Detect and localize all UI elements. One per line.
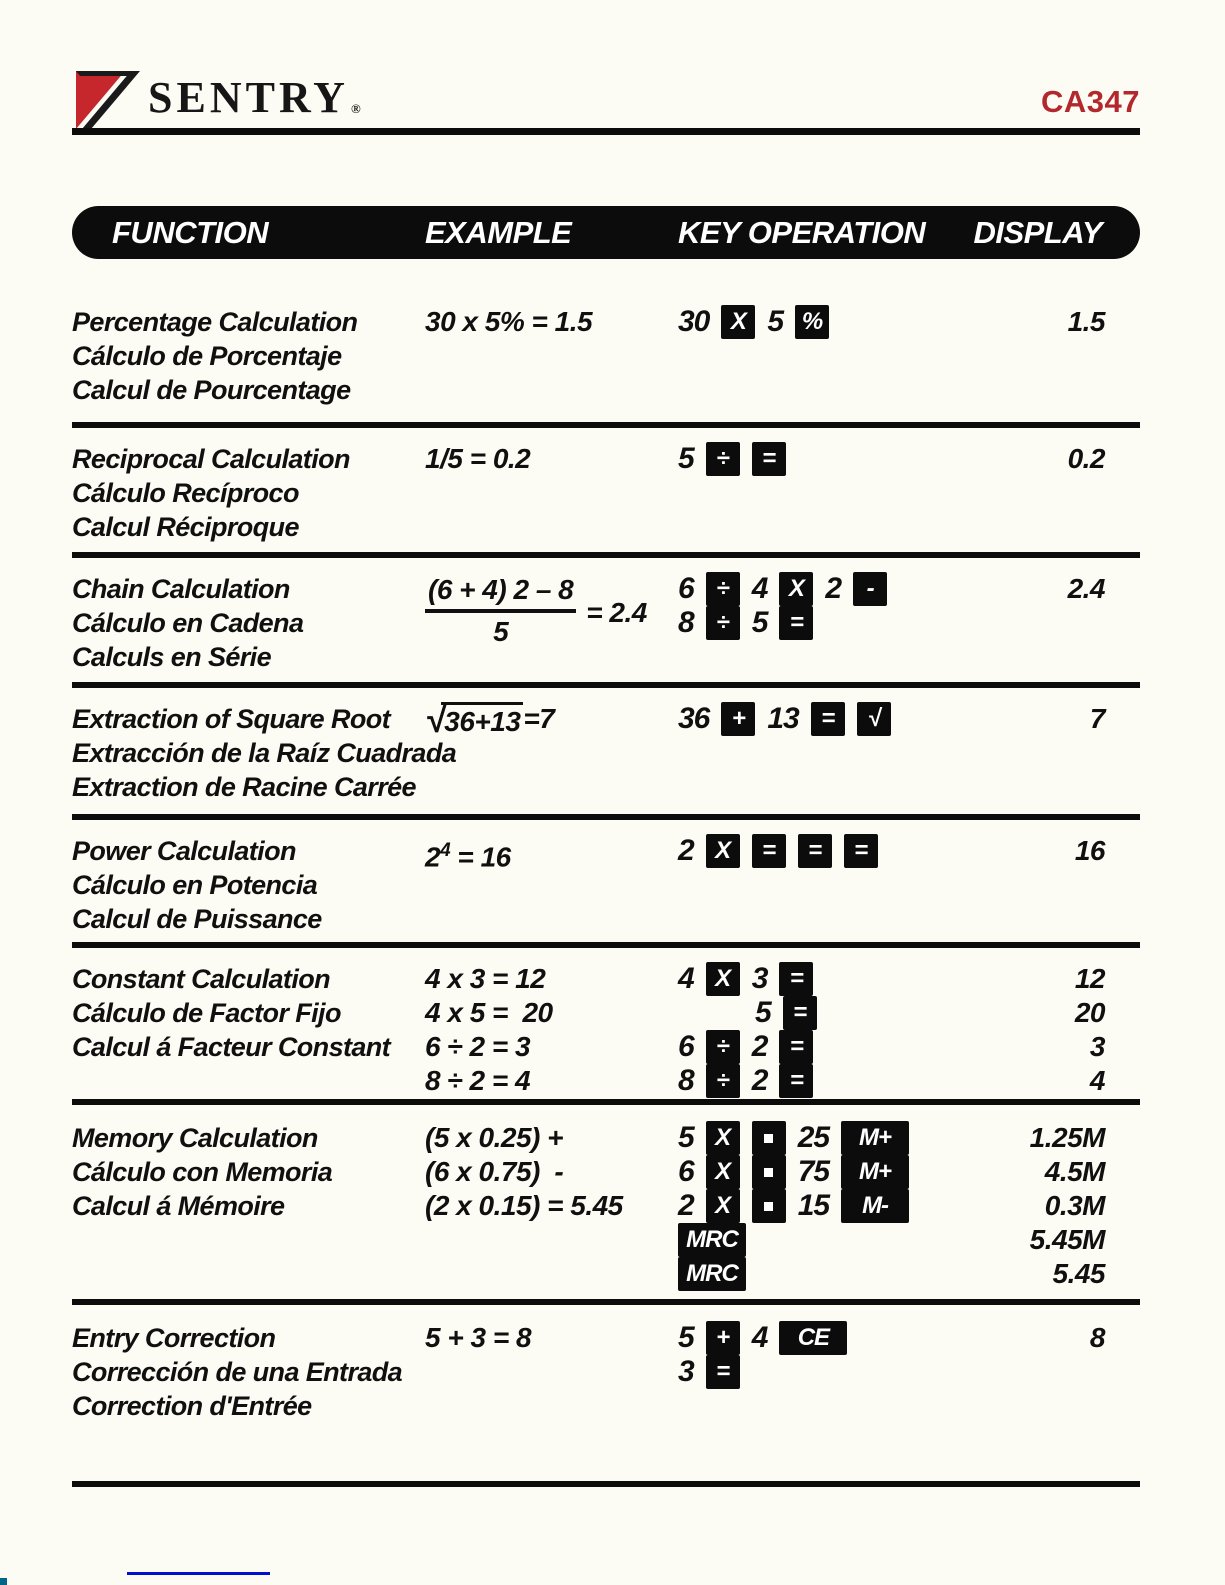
function-line: Calcul á Facteur Constant (72, 1032, 391, 1062)
sqrt-result: =7 (523, 703, 555, 734)
calculator-key: = (752, 442, 786, 476)
example-cell (425, 1121, 678, 1223)
column-header-key-operation: KEY OPERATION (678, 214, 926, 250)
calculator-key: X (706, 1121, 740, 1155)
calculator-key: ÷ (706, 606, 740, 640)
calculator-key: % (795, 305, 829, 339)
calculator-key: MRC (678, 1223, 746, 1257)
calculator-key: = (779, 1030, 813, 1064)
function-line: Percentage Calculation (72, 307, 358, 337)
keyop-number: 5 (678, 1121, 694, 1154)
function-line: Reciprocal Calculation (72, 444, 350, 474)
function-cell (72, 305, 425, 407)
calculator-key: X (706, 1189, 740, 1223)
function-line: Cálculo de Factor Fijo (72, 998, 341, 1028)
calculator-key: X (706, 1155, 740, 1189)
display-value: 5.45 (1052, 1258, 1105, 1289)
example-line: 30 x 5% = 1.5 (425, 306, 593, 337)
example-line: (6 x 0.75) - (425, 1156, 564, 1187)
display-value: 4.5M (1044, 1156, 1105, 1187)
keyop-cell (678, 305, 968, 339)
example-cell (425, 962, 678, 1098)
decimal-key (752, 1121, 786, 1155)
keyop-line (678, 1121, 968, 1155)
display-value: 20 (1074, 997, 1105, 1028)
display-value: 1.25M (1029, 1122, 1105, 1153)
keyop-number: 3 (678, 1355, 694, 1388)
keyop-number: 2 (678, 834, 694, 867)
registered-mark: ® (350, 101, 361, 116)
example-line: 1/5 = 0.2 (425, 443, 531, 474)
function-line: Power Calculation (72, 836, 296, 866)
function-line: Cálculo de Porcentaje (72, 341, 342, 371)
display-value: 8 (1089, 1322, 1105, 1353)
table-row (72, 428, 1140, 558)
keyop-number: 36 (678, 702, 710, 735)
keyop-number: 2 (751, 1030, 768, 1063)
display-cell (968, 1121, 1140, 1291)
keyop-cell (678, 572, 968, 640)
display-value: 1.5 (1067, 306, 1105, 337)
function-line: Entry Correction (72, 1323, 276, 1353)
example-cell (425, 305, 678, 339)
keyop-number: 2 (825, 572, 842, 605)
fraction-result: = 2.4 (586, 596, 647, 628)
keyop-number: 6 (678, 1030, 694, 1063)
calculator-key: MRC (678, 1257, 746, 1291)
calculator-key: X (706, 962, 740, 996)
keyop-number: 8 (678, 1064, 694, 1097)
function-line: Calculs en Série (72, 642, 272, 672)
header-rule (72, 128, 1140, 135)
calculator-key: ÷ (706, 572, 740, 606)
table-row (72, 259, 1140, 428)
example-cell (425, 442, 678, 476)
keyop-number: 13 (767, 702, 799, 735)
calculator-key: ÷ (706, 442, 740, 476)
example-cell (425, 834, 678, 874)
calculator-key: = (798, 834, 832, 868)
radicand: 36+13 (441, 702, 523, 737)
function-line: Cálculo en Cadena (72, 608, 304, 638)
keyop-number: 6 (678, 572, 694, 605)
fraction-numerator: (6 + 4) 2 – 8 (425, 574, 576, 613)
example-fraction (425, 574, 678, 651)
calculator-key: ÷ (706, 1064, 740, 1098)
table-row (72, 1105, 1140, 1305)
decimal-key (752, 1155, 786, 1189)
function-cell (72, 1321, 425, 1423)
keyop-cell (678, 1121, 968, 1291)
keyop-line (678, 1223, 968, 1257)
column-header-display: DISPLAY (973, 214, 1102, 250)
example-line: 4 x 5 = 20 (425, 997, 553, 1028)
display-cell (968, 702, 1140, 736)
keyop-line (678, 1155, 968, 1189)
function-cell (72, 442, 425, 544)
corner-artifact (0, 1578, 7, 1585)
fraction-denominator: 5 (493, 616, 509, 647)
display-value: 16 (1074, 835, 1105, 866)
function-line: Extraction de Racine Carrée (72, 772, 416, 802)
function-line: Calcul Réciproque (72, 512, 299, 542)
example-power: $2^4 = 16$ (425, 840, 511, 873)
function-cell (72, 834, 425, 936)
function-line: Calcul de Puissance (72, 904, 322, 934)
example-cell (425, 699, 678, 740)
function-line: Cálculo en Potencia (72, 870, 318, 900)
function-line: Chain Calculation (72, 574, 290, 604)
keyop-line (678, 1030, 968, 1064)
table-header-bar (72, 206, 1140, 259)
function-line: Extracción de la Raíz Cuadrada (72, 738, 457, 768)
column-header-function: FUNCTION (112, 214, 269, 250)
keyop-line (678, 1064, 968, 1098)
keyop-line (678, 442, 968, 476)
table-body (72, 259, 1140, 1487)
display-value: 2.4 (1067, 573, 1105, 604)
keyop-cell (678, 834, 968, 868)
keyop-number: 4 (678, 962, 694, 995)
calculator-key: + (706, 1321, 740, 1355)
keyop-number: 25 (797, 1121, 830, 1154)
keyop-line (678, 606, 968, 640)
display-cell (968, 834, 1140, 868)
function-line: Calcul de Pourcentage (72, 375, 351, 405)
calculator-key: CE (779, 1321, 847, 1355)
display-value: 3 (1089, 1031, 1105, 1062)
display-cell (968, 962, 1140, 1098)
keyop-number: 30 (678, 305, 710, 338)
display-value: 5.45M (1029, 1224, 1105, 1255)
decimal-dot-icon (764, 1168, 773, 1177)
function-cell (72, 1121, 425, 1223)
decimal-dot-icon (764, 1134, 773, 1143)
keyop-line (678, 702, 968, 736)
keyop-number: 8 (678, 606, 694, 639)
keyop-line (678, 962, 968, 996)
keyop-number: 6 (678, 1155, 694, 1188)
keyop-line (678, 572, 968, 606)
keyop-line (678, 996, 968, 1030)
keyop-line (678, 1321, 968, 1355)
example-line: 8 ÷ 2 = 4 (425, 1065, 531, 1096)
function-line: Calcul á Mémoire (72, 1191, 285, 1221)
table-row (72, 820, 1140, 948)
calculator-key: = (706, 1355, 740, 1389)
function-line: Memory Calculation (72, 1123, 318, 1153)
display-value: 7 (1089, 703, 1105, 734)
keyop-number: 2 (751, 1064, 768, 1097)
table-row (72, 1305, 1140, 1487)
display-cell (968, 305, 1140, 339)
calculator-key: = (752, 834, 786, 868)
calculator-key: + (721, 702, 755, 736)
keyop-number: 2 (678, 1189, 694, 1222)
keyop-line (678, 305, 968, 339)
calculator-key: = (779, 962, 813, 996)
function-cell (72, 702, 457, 804)
calculator-key: X (779, 572, 813, 606)
calculator-key: X (721, 305, 755, 339)
example-square-root (425, 699, 678, 740)
example-cell (425, 572, 678, 651)
brand-name: SENTRY (148, 73, 349, 122)
example-line: (5 x 0.25) + (425, 1122, 563, 1153)
example-cell (425, 1321, 678, 1355)
example-line: 5 + 3 = 8 (425, 1322, 532, 1353)
function-line: Extraction of Square Root (72, 704, 391, 734)
function-line: Cálculo con Memoria (72, 1157, 333, 1187)
keyop-line (678, 1257, 968, 1291)
keyop-line (678, 834, 968, 868)
keyop-number: 3 (751, 962, 768, 995)
calculator-key: = (811, 702, 845, 736)
table-row (72, 948, 1140, 1105)
keyop-cell (678, 702, 968, 736)
keyop-cell (678, 1321, 968, 1389)
display-cell (968, 572, 1140, 606)
decimal-key (752, 1189, 786, 1223)
display-value: 12 (1074, 963, 1105, 994)
radical-icon: √ (425, 699, 445, 740)
calculator-key: = (779, 1064, 813, 1098)
keyop-number: 5 (755, 996, 771, 1029)
function-cell (72, 962, 425, 1064)
calculator-key: = (783, 996, 817, 1030)
keyop-number: 4 (751, 572, 768, 605)
table-row (72, 558, 1140, 688)
calculator-key: M- (841, 1189, 909, 1223)
decimal-dot-icon (764, 1202, 773, 1211)
keyop-number: 15 (797, 1189, 830, 1222)
calculator-key: - (853, 572, 887, 606)
display-cell (968, 1321, 1140, 1355)
calculator-key: M+ (841, 1155, 909, 1189)
calculator-key: √ (857, 702, 891, 736)
keyop-line (678, 1355, 968, 1389)
example-line: (2 x 0.15) = 5.45 (425, 1190, 623, 1221)
keyop-number: 5 (678, 1321, 694, 1354)
calculator-key: M+ (841, 1121, 909, 1155)
function-line: Cálculo Recíproco (72, 478, 299, 508)
function-line: Constant Calculation (72, 964, 331, 994)
function-cell (72, 572, 425, 674)
function-line: Correction d'Entrée (72, 1391, 312, 1421)
keyop-number: 75 (797, 1155, 830, 1188)
keyop-number: 5 (751, 606, 768, 639)
display-value: 0.3M (1044, 1190, 1105, 1221)
keyop-cell (678, 442, 968, 476)
example-line: 6 ÷ 2 = 3 (425, 1031, 531, 1062)
keyop-number: 5 (767, 305, 784, 338)
keyop-cell (678, 962, 968, 1098)
calculator-key: = (779, 606, 813, 640)
display-value: 0.2 (1067, 443, 1105, 474)
column-header-example: EXAMPLE (425, 214, 572, 250)
display-value: 4 (1089, 1065, 1105, 1096)
keyop-line (678, 1189, 968, 1223)
table-row (72, 688, 1140, 820)
example-line: 4 x 3 = 12 (425, 963, 546, 994)
calculator-key: ÷ (706, 1030, 740, 1064)
calculator-key: = (844, 834, 878, 868)
keyop-number: 4 (751, 1321, 768, 1354)
footer-link-underline[interactable] (127, 1572, 270, 1575)
display-cell (968, 442, 1140, 476)
model-number: CA347 (1041, 84, 1140, 119)
function-line: Corrección de una Entrada (72, 1357, 403, 1387)
keyop-number: 5 (678, 442, 694, 475)
calculator-key: X (706, 834, 740, 868)
